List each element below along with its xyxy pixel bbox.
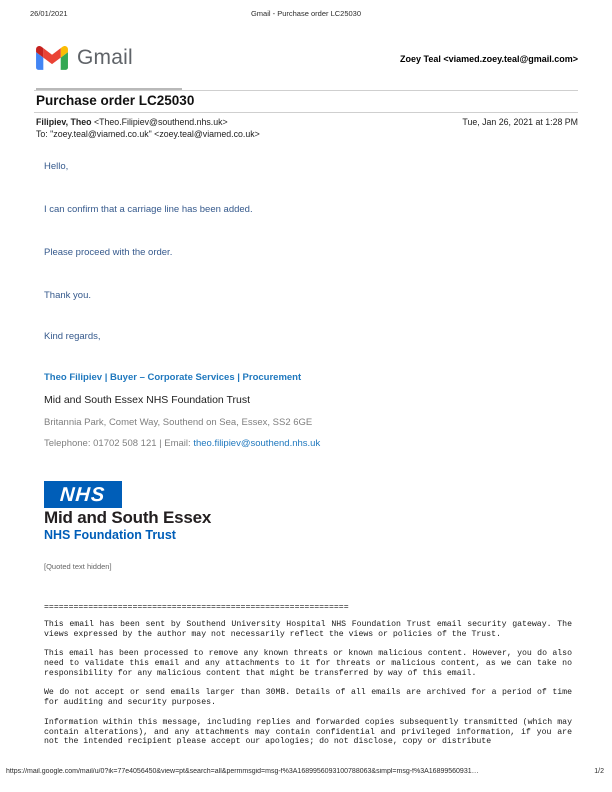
disclaimer-paragraph: This email has been sent by Southend University Hospital NHS Foundation Trust email security gateway. The views expressed by the author may not necessarily reflect the views or policies of the Trust. [44,619,572,639]
nhs-logo [44,481,122,508]
recipient-line: To: "zoey.teal@viamed.co.uk" <zoey.teal@viamed.co.uk> [36,129,260,139]
disclaimer-paragraph: Information within this message, including replies and forwarded copies subsequently transmitted (which may contain alterations), and any attachments may contain confidential and privileged information, if you are not the intended recipient please accept our apologies; do not disclose, copy or distribute [44,717,572,747]
gmail-envelope-icon [36,46,68,70]
body-paragraph: Thank you. [44,290,91,301]
sender-name: Filipiev, Theo [36,117,92,127]
sender-row [36,117,578,127]
signature-email-link[interactable]: theo.filipiev@southend.nhs.uk [193,438,321,449]
body-paragraph: Please proceed with the order. [44,247,173,258]
quoted-text-hidden: [Quoted text hidden] [44,562,112,571]
nhs-org-name: Mid and South Essex [44,508,212,527]
email-subject: Purchase order LC25030 [36,93,195,108]
footer-url: https://mail.google.com/mail/u/0?ik=77e4056450&view=pt&search=all&permmsgid=msg-f%3A1689956093100788063&simpl=msg-f%3A16899560931… [6,768,479,775]
sender-info [36,117,228,127]
signature-address: Britannia Park, Comet Way, Southend on Sea, Essex, SS2 6GE [44,417,313,428]
signature-organisation: Mid and South Essex NHS Foundation Trust [44,394,251,406]
signature-contact-prefix: Telephone: 01702 508 121 | Email: [44,438,194,449]
nhs-org-subtitle: NHS Foundation Trust [44,528,176,542]
page-number: 1/2 [594,768,604,775]
signature-role: Theo Filipiev | Buyer – Corporate Services | Procurement [44,372,302,383]
nhs-logo-text: NHS [59,483,107,506]
gmail-logo [36,46,133,70]
sender-address: <Theo.Filipiev@southend.nhs.uk> [91,117,228,127]
disclaimer-separator: ============================================================== [44,603,349,612]
message-date: Tue, Jan 26, 2021 at 1:28 PM [462,117,578,127]
disclaimer-paragraph: We do not accept or send emails larger than 30MB. Details of all emails are archived for a period of time for auditing and security purposes. [44,688,572,708]
body-paragraph: Kind regards, [44,331,101,342]
account-owner: Zoey Teal <viamed.zoey.teal@gmail.com> [399,54,578,64]
disclaimer-block [44,603,572,757]
divider [34,112,578,113]
print-footer [6,768,604,775]
disclaimer-paragraph: This email has been processed to remove any known threats or known malicious content. However, you do also need to validate this email and any attachments to it for threats or malicious content, as we can take no responsibility for any malicious content that might be transferred by way of this email. [44,649,572,678]
print-header-title: Gmail - Purchase order LC25030 [250,9,362,18]
print-date: 26/01/2021 [30,9,68,18]
divider [34,90,578,91]
body-paragraph: I can confirm that a carriage line has been added. [44,204,253,215]
signature-contact [44,438,320,449]
gmail-wordmark: Gmail [77,46,133,69]
body-paragraph: Hello, [44,161,69,172]
